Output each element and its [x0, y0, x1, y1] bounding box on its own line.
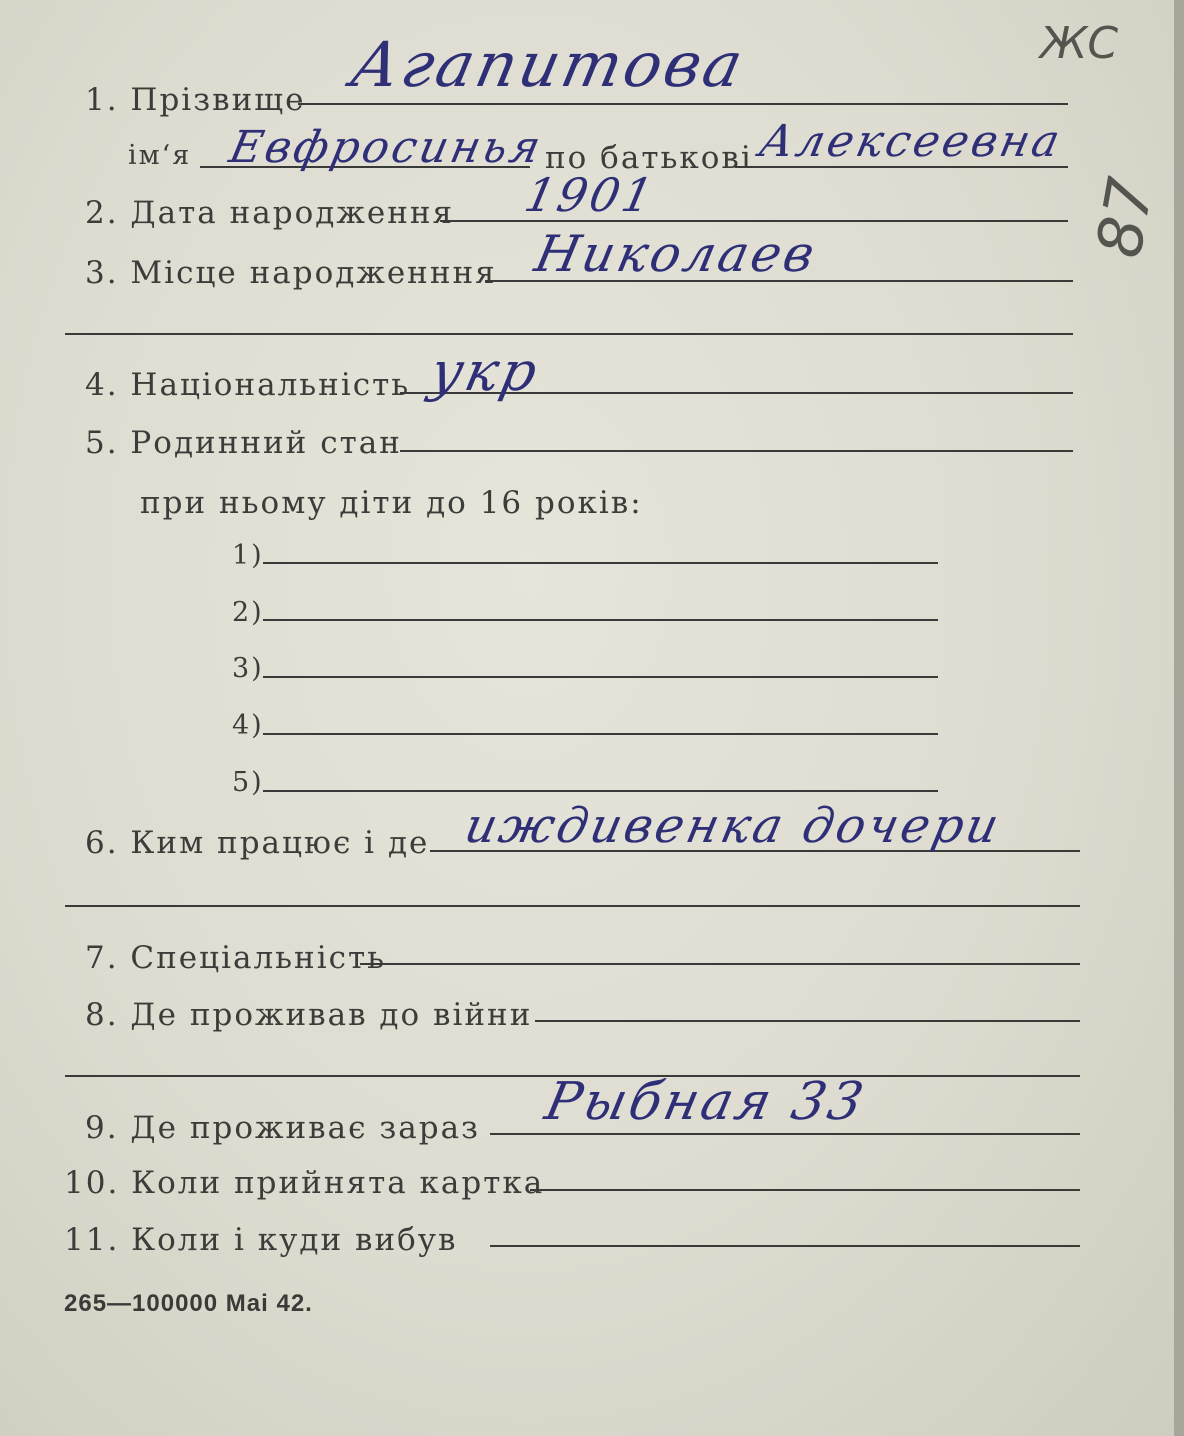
field-birth-place-label: 3. Місце народженння [85, 255, 497, 291]
field-card-date-line [530, 1189, 1080, 1191]
field-current-address-label: 9. Де проживає зараз [85, 1110, 480, 1146]
field-departure-line [490, 1245, 1080, 1247]
child-5-label: 5) [232, 767, 264, 798]
child-3-label: 3) [232, 653, 264, 684]
field-surname-line [298, 103, 1068, 105]
field-specialty-line [360, 963, 1080, 965]
field-first-name-label: ім‘я [128, 140, 192, 171]
child-4-label: 4) [232, 710, 264, 741]
field-birth-place-line-2 [65, 333, 1073, 335]
field-current-address-value: Рыбная 33 [540, 1072, 872, 1132]
margin-note: 87 [1082, 172, 1168, 263]
field-prewar-label: 8. Де проживав до війни [85, 997, 533, 1033]
field-family-line [400, 450, 1073, 452]
child-1-line [263, 562, 938, 564]
field-departure-label: 11. Коли і куди вибув [64, 1222, 458, 1258]
field-surname-value: Агапитова [345, 28, 752, 101]
field-work-label: 6. Ким працює і де [85, 825, 430, 861]
child-3-line [263, 676, 938, 678]
child-4-line [263, 733, 938, 735]
children-label: при ньому діти до 16 років: [140, 485, 643, 521]
field-work-line-2 [65, 905, 1080, 907]
field-nationality-value: укр [425, 340, 546, 403]
field-card-date-label: 10. Коли прийнята картка [64, 1165, 545, 1201]
child-1-label: 1) [232, 540, 264, 571]
field-specialty-label: 7. Спеціальність [85, 940, 387, 976]
print-code: 265—100000 Mai 42. [64, 1290, 313, 1317]
field-family-label: 5. Родинний стан [85, 425, 402, 461]
field-patronymic-value: Алексеевна [755, 116, 1068, 167]
field-patronymic-label: по батькові [545, 140, 753, 176]
child-2-label: 2) [232, 597, 264, 628]
child-2-line [263, 619, 938, 621]
field-surname-label: 1. Прізвище [85, 82, 306, 118]
field-birth-date-value: 1901 [520, 168, 661, 222]
field-birth-place-value: Николаев [530, 225, 823, 283]
corner-mark: ЖС [1040, 18, 1119, 69]
field-birth-date-label: 2. Дата народження [85, 195, 455, 231]
child-5-line [263, 790, 938, 792]
field-prewar-line [535, 1020, 1080, 1022]
field-nationality-label: 4. Національність [85, 367, 411, 403]
field-first-name-value: Евфросинья [225, 122, 548, 173]
field-work-value: иждивенка дочери [460, 798, 1007, 854]
field-current-address-line [490, 1133, 1080, 1135]
